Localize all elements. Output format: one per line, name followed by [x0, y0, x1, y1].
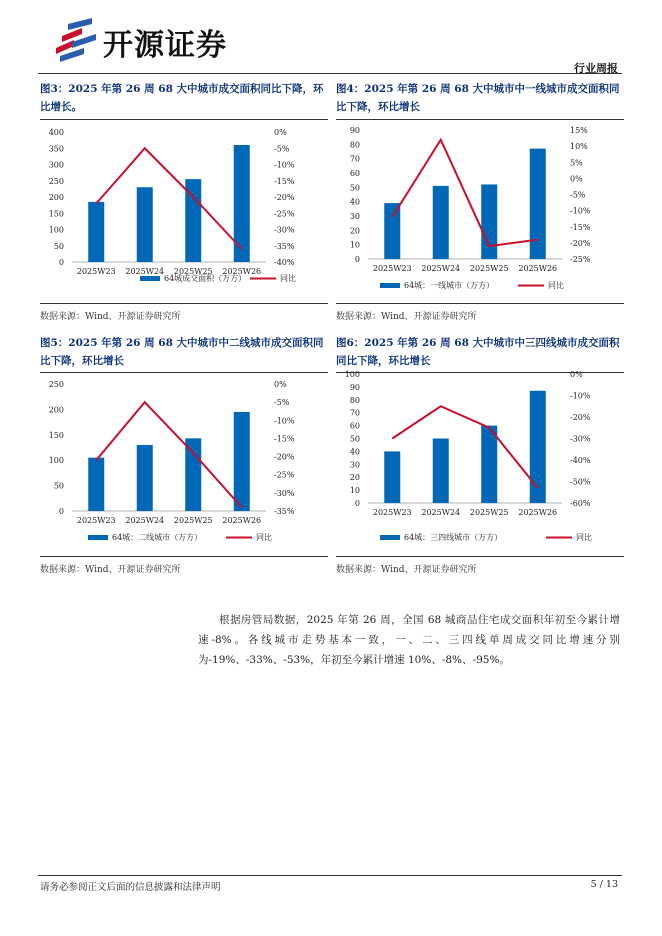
- figure-6-source: 数据来源：Wind、开源证券研究所: [336, 565, 477, 575]
- right-axis-tick-label: -10%: [570, 391, 591, 401]
- right-axis-tick-label: -10%: [274, 416, 295, 426]
- bar: [481, 426, 497, 503]
- left-axis-tick-label: 70: [349, 154, 360, 164]
- left-axis-tick-label: 200: [48, 405, 64, 415]
- body-paragraph: 根据房管局数据，2025 年第 26 周，全国 68 城商品住宅成交面积年初至今累计增速-8%。各线城市走势基本一致，一、二、三四线单周成交同比增速分别为-19%、-33%、-53%，年初至今累计增速 10%、-8%、-95%。: [198, 614, 620, 666]
- legend-line-label: 同比: [576, 533, 592, 542]
- header-divider: [38, 73, 622, 74]
- x-axis-tick-label: 2025W25: [469, 264, 509, 273]
- figure-3-rule: [40, 119, 328, 120]
- left-axis-tick-label: 50: [53, 241, 64, 251]
- bar: [137, 445, 153, 511]
- x-axis-tick-label: 2025W24: [125, 516, 165, 525]
- legend-bar-swatch: [88, 535, 108, 540]
- x-axis-tick-label: 2025W23: [76, 516, 116, 525]
- yoy-line: [392, 140, 538, 246]
- left-axis-tick-label: 20: [349, 226, 360, 236]
- figure-5-chart: [40, 374, 328, 554]
- x-axis-tick-label: 2025W24: [421, 508, 461, 517]
- left-axis-tick-label: 60: [349, 421, 360, 431]
- right-axis-tick-label: -15%: [274, 434, 295, 444]
- x-axis-tick-label: 2025W23: [76, 267, 116, 276]
- bar: [481, 184, 497, 259]
- left-axis-tick-label: 50: [349, 434, 360, 444]
- legend-line-label: 同比: [548, 281, 564, 290]
- right-axis-tick-label: -25%: [274, 209, 295, 219]
- right-axis-tick-label: 0%: [274, 380, 287, 389]
- right-axis-tick-label: -5%: [274, 398, 290, 408]
- left-axis-tick-label: 70: [349, 408, 360, 418]
- figure-3-source: 数据来源：Wind、开源证券研究所: [40, 312, 181, 322]
- figure-4-source: 数据来源：Wind、开源证券研究所: [336, 312, 477, 322]
- footer-disclaimer: 请务必参阅正文后面的信息披露和法律声明: [40, 882, 221, 893]
- x-axis-tick-label: 2025W26: [518, 508, 558, 517]
- right-axis-tick-label: -30%: [274, 488, 295, 498]
- left-axis-tick-label: 10: [349, 240, 360, 250]
- right-axis-tick-label: 10%: [570, 142, 588, 152]
- right-axis-tick-label: -50%: [570, 477, 591, 487]
- legend-bar-swatch: [140, 276, 160, 281]
- x-axis-tick-label: 2025W23: [372, 508, 412, 517]
- right-axis-tick-label: 5%: [570, 158, 583, 168]
- figure-4-bottom-rule: [336, 303, 624, 304]
- left-axis-tick-label: 40: [349, 447, 360, 457]
- left-axis-tick-label: 30: [349, 212, 360, 221]
- left-axis-tick-label: 250: [48, 380, 64, 389]
- legend-bar-label: 64城：二线城市（万方）: [112, 533, 203, 542]
- legend-bar-label: 64城：一线城市（万方）: [404, 281, 495, 290]
- left-axis-tick-label: 40: [349, 197, 360, 207]
- legend-line-label: 同比: [256, 533, 272, 542]
- right-axis-tick-label: 15%: [570, 126, 588, 135]
- right-axis-tick-label: -35%: [274, 241, 295, 251]
- left-axis-tick-label: 50: [53, 481, 64, 491]
- report-type: 行业周报: [574, 62, 618, 75]
- left-axis-tick-label: 350: [48, 144, 64, 154]
- bar: [88, 458, 104, 511]
- bar: [530, 149, 546, 259]
- legend-bar-swatch: [380, 283, 400, 288]
- left-axis-tick-label: 80: [349, 395, 360, 405]
- figure-3-bottom-rule: [40, 303, 328, 304]
- left-axis-tick-label: 20: [349, 473, 360, 483]
- left-axis-tick-label: 90: [349, 126, 360, 135]
- right-axis-tick-label: -30%: [274, 225, 295, 235]
- legend-line-label: 同比: [280, 274, 296, 283]
- figure-4-title: 图4：2025 年第 26 周 68 大中城市中一线城市成交面积同比下降，环比增长: [336, 83, 620, 113]
- left-axis-tick-label: 150: [48, 430, 64, 440]
- yoy-line: [392, 406, 538, 488]
- left-axis-tick-label: 0: [354, 255, 360, 264]
- figure-5-title: 图5：2025 年第 26 周 68 大中城市中二线城市成交面积同比下降，环比增长: [40, 337, 324, 367]
- left-axis-tick-label: 0: [354, 499, 360, 508]
- right-axis-tick-label: -15%: [274, 176, 295, 186]
- figure-5-rule: [40, 372, 328, 373]
- figure-3-chart: [40, 122, 328, 302]
- figure-4-rule: [336, 119, 624, 120]
- right-axis-tick-label: -60%: [570, 499, 591, 508]
- bar: [384, 451, 400, 503]
- left-axis-tick-label: 50: [349, 183, 360, 193]
- x-axis-tick-label: 2025W26: [518, 264, 558, 273]
- figure-6-bottom-rule: [336, 556, 624, 557]
- bar: [88, 202, 104, 262]
- right-axis-tick-label: -25%: [570, 255, 591, 264]
- figure-6-chart: [336, 366, 624, 554]
- left-axis-tick-label: 200: [48, 193, 64, 202]
- right-axis-tick-label: -25%: [274, 470, 295, 480]
- x-axis-tick-label: 2025W25: [173, 516, 213, 525]
- left-axis-tick-label: 0: [58, 507, 64, 516]
- legend-bar-label: 64城成交面积（万方）: [164, 274, 247, 283]
- page-number: 5 / 13: [590, 879, 618, 890]
- right-axis-tick-label: -20%: [274, 193, 295, 202]
- left-axis-tick-label: 300: [48, 160, 64, 170]
- figure-4-chart: [336, 122, 624, 302]
- right-axis-tick-label: -10%: [274, 160, 295, 170]
- left-axis-tick-label: 60: [349, 169, 360, 178]
- right-axis-tick-label: -10%: [570, 206, 591, 216]
- left-axis-tick-label: 100: [344, 370, 360, 379]
- left-axis-tick-label: 90: [349, 382, 360, 392]
- yoy-line: [96, 148, 242, 249]
- bar: [530, 391, 546, 503]
- right-axis-tick-label: -15%: [570, 222, 591, 232]
- x-axis-tick-label: 2025W26: [222, 267, 262, 276]
- left-axis-tick-label: 80: [349, 140, 360, 150]
- right-axis-tick-label: -5%: [570, 190, 586, 200]
- left-axis-tick-label: 100: [48, 225, 64, 235]
- left-axis-tick-label: 150: [48, 209, 64, 219]
- legend-bar-label: 64城：三四线城市（万方）: [404, 533, 503, 542]
- bar: [433, 439, 449, 504]
- figure-3-title: 图3：2025 年第 26 周 68 大中城市成交面积同比下降，环比增长。: [40, 83, 324, 113]
- figure-5-source: 数据来源：Wind、开源证券研究所: [40, 565, 181, 575]
- right-axis-tick-label: -20%: [274, 452, 295, 462]
- right-axis-tick-label: -5%: [274, 144, 290, 154]
- bar: [433, 186, 449, 259]
- left-axis-tick-label: 30: [349, 460, 360, 470]
- right-axis-tick-label: -40%: [274, 258, 295, 267]
- right-axis-tick-label: -35%: [274, 507, 295, 516]
- right-axis-tick-label: -20%: [570, 238, 591, 248]
- x-axis-tick-label: 2025W24: [421, 264, 461, 273]
- right-axis-tick-label: -30%: [570, 434, 591, 444]
- left-axis-tick-label: 10: [349, 486, 360, 496]
- right-axis-tick-label: -40%: [570, 456, 591, 465]
- right-axis-tick-label: 0%: [274, 128, 287, 137]
- x-axis-tick-label: 2025W25: [173, 267, 213, 276]
- brand-name: 开源证券: [103, 28, 227, 63]
- x-axis-tick-label: 2025W25: [469, 508, 509, 517]
- right-axis-tick-label: -20%: [570, 413, 591, 422]
- bar: [234, 412, 250, 511]
- right-axis-tick-label: 0%: [570, 174, 583, 184]
- x-axis-tick-label: 2025W23: [372, 264, 412, 273]
- left-axis-tick-label: 0: [58, 258, 64, 267]
- bar: [384, 203, 400, 259]
- x-axis-tick-label: 2025W24: [125, 267, 165, 276]
- yoy-line: [96, 402, 242, 507]
- right-axis-tick-label: 0%: [570, 370, 583, 379]
- bar: [137, 187, 153, 262]
- figure-5-bottom-rule: [40, 556, 328, 557]
- left-axis-tick-label: 100: [48, 456, 64, 466]
- footer-divider: [38, 875, 622, 876]
- figure-6-title: 图6：2025 年第 26 周 68 大中城市中三四线城市成交面积同比下降，环比增长: [336, 337, 620, 367]
- bar: [185, 438, 201, 511]
- legend-bar-swatch: [380, 535, 400, 540]
- left-axis-tick-label: 250: [48, 176, 64, 186]
- left-axis-tick-label: 400: [48, 128, 64, 137]
- x-axis-tick-label: 2025W26: [222, 516, 262, 525]
